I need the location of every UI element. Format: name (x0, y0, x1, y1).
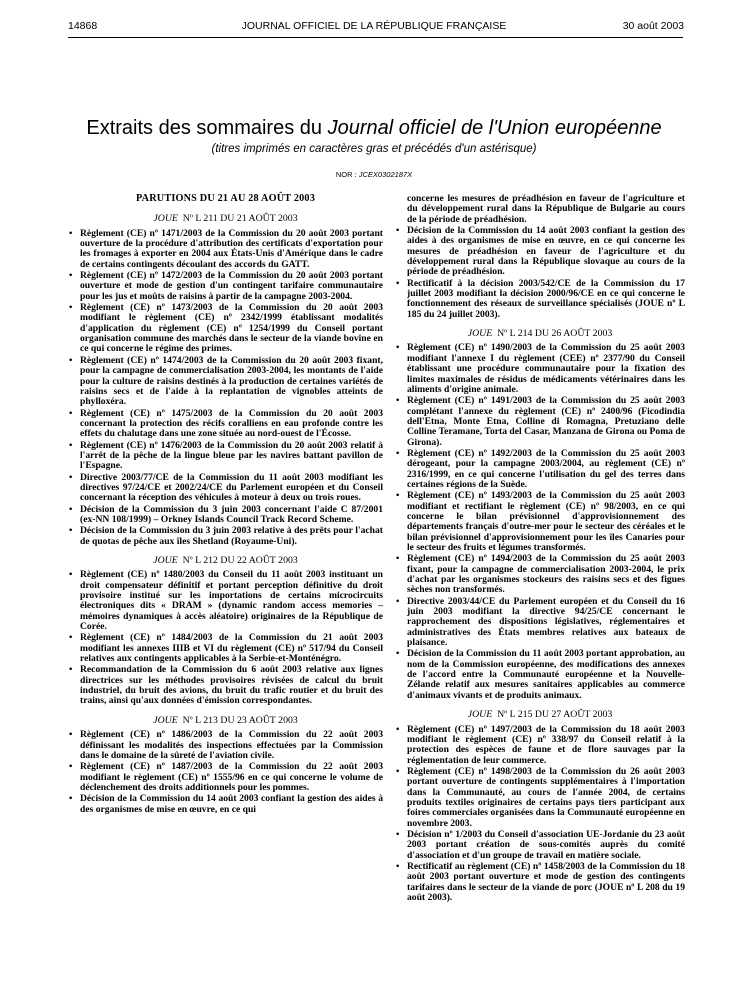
list-item: • Règlement (CE) nº 1491/2003 de la Commission du 25 août 2003 complétant l'annexe du règlement (CE) nº 2400/96 (Ficodindia dell'Etna, Monte Etna, Colline di Romagna, Pretuziano delle Colline Teramane, Torta del Casar, Manzana de Girona ou Poma de Girona). (395, 396, 685, 448)
right-issues (395, 329, 685, 903)
list-item: • Directive 2003/44/CE du Parlement européen et du Conseil du 16 juin 2003 modifiant la directive 94/25/CE concernant le rapprochement des dispositions législatives, réglementaires et administratives des États membres relatives aux bateaux de plaisance. (395, 597, 685, 649)
page-subtitle: (titres imprimés en caractères gras et précédés d'un astérisque) (211, 143, 537, 155)
parutions-heading: PARUTIONS DU 21 AU 28 AOÛT 2003 (135, 193, 316, 204)
title-prefix: Extraits des sommaires du (86, 117, 328, 139)
list-item: • Décision de la Commission du 14 août 2003 confiant la gestion des aides à des organismes de mise en œuvre, en ce qui concerne les mesures de préadhésion en faveur de l'agriculture et du développement rural dans la République slovaque au cours de la période de préadhésion. (395, 226, 685, 278)
list-item: • Rectificatif au règlement (CE) nº 1458/2003 de la Commission du 18 août 2003 portant ouverture et mode de gestion des contingents tarifaires dans le secteur de la viande de porc (JOUE nº L 208 du 19 août 2003). (395, 862, 685, 903)
list-item: • Règlement (CE) nº 1474/2003 de la Commission du 20 août 2003 fixant, pour la campagne de commercialisation 2003-2004, les montants de l'aide pour la culture de raisins destinés à la production de certaines variétés de raisins secs et de l'aide à la replantation de vignobles atteints de phylloxéra. (68, 356, 383, 408)
list-item: • Directive 2003/77/CE de la Commission du 11 août 2003 modifiant les directives 97/24/CE et 2002/24/CE du Parlement européen et du Conseil concernant la réception des véhicules à moteur à deux ou trois roues. (68, 473, 383, 504)
right-first-entries (395, 194, 685, 320)
issue-date: 30 août 2003 (622, 20, 684, 32)
list-item: • Règlement (CE) nº 1490/2003 de la Commission du 25 août 2003 modifiant l'annexe I du règlement (CEE) nº 2377/90 du Conseil établissant une procédure communautaire pour la fixation des limites maximales de résidus de médicaments vétérinaires dans les aliments d'origine animale. (395, 343, 685, 395)
list-item: • Règlement (CE) nº 1484/2003 de la Commission du 21 août 2003 modifiant les annexes IIIB et VI du règlement (CE) nº 517/94 du Conseil relatives aux contingents applicables à la Serbie-et-Monténégro. (68, 633, 383, 664)
list-item: • Règlement (CE) nº 1475/2003 de la Commission du 20 août 2003 concernant la protection des récifs coralliens en eau profonde contre les effets du chalutage dans une zone située au nord-ouest de l'Écosse. (68, 409, 383, 440)
left-issues (68, 214, 383, 815)
issue-journal: JOUE (153, 555, 178, 566)
issue-heading (395, 710, 685, 720)
issue-heading (68, 214, 383, 224)
journal-name: JOURNAL OFFICIEL DE LA RÉPUBLIQUE FRANÇAISE (241, 20, 507, 32)
list-item: • Règlement (CE) nº 1471/2003 de la Commission du 20 août 2003 portant ouverture de la procédure d'attribution des certificats d'exportation pour les fromages à exporter en 2004 aux États-Unis d'Amérique dans le cadre de certains contingents découlant des accords du GATT. (68, 229, 383, 270)
nor-label: NOR : (335, 170, 359, 179)
issue-journal: JOUE (153, 714, 178, 726)
title-italic: Journal officiel de l'Union européenne (327, 117, 662, 139)
issue-heading (68, 716, 383, 726)
entry-list (395, 725, 685, 904)
continued-entry: concerne les mesures de préadhésion en faveur de l'agriculture et du développement rural dans la République de Bulgarie au cours de la période de préadhésion. (407, 193, 685, 225)
page-title (0, 117, 748, 140)
right-column (395, 194, 685, 904)
list-item: • Décision de la Commission du 14 août 2003 confiant la gestion des aides à des organismes de mise en œuvre, en ce qui (68, 794, 383, 815)
list-item: • Règlement (CE) nº 1476/2003 de la Commission du 20 août 2003 relatif à l'arrêt de la pêche de la lingue bleue par les navires battant pavillon de l'Espagne. (68, 441, 383, 472)
list-item: • Recommandation de la Commission du 6 août 2003 relative aux lignes directrices sur les méthodes provisoires révisées de calcul du bruit industriel, du bruit des avions, du bruit du trafic routier et du bruit des trains, ainsi qu'aux données d'émission correspondantes. (68, 665, 383, 706)
list-item: • Règlement (CE) nº 1494/2003 de la Commission du 25 août 2003 fixant, pour la campagne de commercialisation 2003-2004, le prix d'achat par les organismes stockeurs des raisins secs et des figues sèches non transformés. (395, 554, 685, 595)
page-number: 14868 (68, 20, 98, 32)
list-item: • Règlement (CE) nº 1487/2003 de la Commission du 22 août 2003 modifiant le règlement (CE) nº 1555/96 en ce qui concerne le volume de déclenchement des droits additionnels pour les pommes. (68, 762, 383, 793)
entry-list (68, 730, 383, 815)
entry-list (68, 229, 383, 547)
list-item: • Règlement (CE) nº 1486/2003 de la Commission du 22 août 2003 définissant les modalités des inspections effectuées par la Commission dans le domaine de la sûreté de l'aviation civile. (68, 730, 383, 761)
header-rule (68, 37, 683, 38)
list-item: • Règlement (CE) nº 1493/2003 de la Commission du 25 août 2003 modifiant et rectifiant le règlement (CE) nº 98/2003, en ce qui concerne le bilan prévisionnel d'approvisionnement des départements français d'outre-mer pour le secteur des céréales et le bilan prévisionnel d'approvisionnement pour les îles Canaries pour le secteur des fruits et légumes transformés. (395, 491, 685, 553)
list-item: • Règlement (CE) nº 1497/2003 de la Commission du 18 août 2003 modifiant le règlement (CE) nº 338/97 du Conseil relatif à la protection des espèces de faune et de flore sauvages par la réglementation de leur commerce. (395, 725, 685, 766)
issue-heading (395, 329, 685, 339)
nor-reference (0, 170, 748, 179)
nor-value: JCEX0302187X (358, 170, 413, 179)
issue-journal: JOUE (467, 328, 493, 340)
list-item: • Règlement (CE) nº 1472/2003 de la Commission du 20 août 2003 portant ouverture et mode de gestion d'un contingent tarifaire communautaire pour les jus et moûts de raisins à partir de la campagne 2003-2004. (68, 271, 383, 302)
list-item: • Règlement (CE) nº 1480/2003 du Conseil du 11 août 2003 instituant un droit compensateur définitif et portant perception définitive du droit provisoire institué sur les importations de certains microcircuits électroniques dits « DRAM » (dynamic random access memories – mémoires dynamiques à accès aléatoire) originaires de la République de Corée. (68, 570, 383, 632)
issue-ref: Nº L 214 DU 26 AOÛT 2003 (497, 328, 613, 340)
list-item: • Règlement (CE) nº 1473/2003 de la Commission du 20 août 2003 modifiant le règlement (CE) nº 2342/1999 établissant modalités d'application du règlement (CE) nº 1254/1999 du Conseil portant organisation commune des marchés dans le secteur de la viande bovine en ce qui concerne le régime des primes. (68, 303, 383, 355)
issue-ref: Nº L 211 DU 21 AOÛT 2003 (182, 213, 298, 225)
list-item: • Rectificatif à la décision 2003/542/CE de la Commission du 17 juillet 2003 modifiant la décision 2000/96/CE en ce qui concerne le fonctionnement des réseaux de surveillance spécialisés (JOUE nº L 185 du 24 juillet 2003). (395, 279, 685, 320)
running-header (0, 20, 748, 36)
list-item: • Règlement (CE) nº 1498/2003 de la Commission du 26 août 2003 portant ouverture de contingents supplémentaires à l'importation dans la Communauté, au cours de l'année 2004, de certains produits textiles originaires de certains pays tiers participant aux foires commerciales organisées dans la Communauté européenne en novembre 2003. (395, 767, 685, 829)
issue-ref: Nº L 212 DU 22 AOÛT 2003 (182, 555, 298, 566)
list-item: • Décision de la Commission du 11 août 2003 portant approbation, au nom de la Commission européenne, des modifications des annexes de l'accord entre la Communauté européenne et la Nouvelle-Zélande relatif aux mesures sanitaires applicables au commerce d'animaux vivants et de produits animaux. (395, 649, 685, 701)
list-item: • Décision nº 1/2003 du Conseil d'association UE-Jordanie du 23 août 2003 portant création de sous-comités auprès du comité d'association et d'un groupe de travail en matière sociale. (395, 830, 685, 861)
issue-ref: Nº L 215 DU 27 AOÛT 2003 (497, 709, 613, 721)
entry-list (395, 343, 685, 701)
list-item: • Règlement (CE) nº 1492/2003 de la Commission du 25 août 2003 dérogeant, pour la campagne 2003/2004, au règlement (CE) nº 2316/1999, en ce qui concerne l'utilisation du gel des terres dans certaines régions de la Suède. (395, 449, 685, 490)
entry-list (68, 570, 383, 706)
issue-heading (68, 556, 383, 566)
left-column (68, 194, 383, 816)
issue-ref: Nº L 213 DU 23 AOÛT 2003 (182, 714, 298, 726)
list-item: • Décision de la Commission du 3 juin 2003 relative à des prêts pour l'achat de quotas de pêche aux îles Shetland (Royaume-Uni). (68, 526, 383, 547)
issue-journal: JOUE (153, 213, 178, 225)
list-item: • Décision de la Commission du 3 juin 2003 concernant l'aide C 87/2001 (ex-NN 108/1999) – Orkney Islands Council Track Record Scheme. (68, 505, 383, 526)
issue-journal: JOUE (467, 709, 493, 721)
